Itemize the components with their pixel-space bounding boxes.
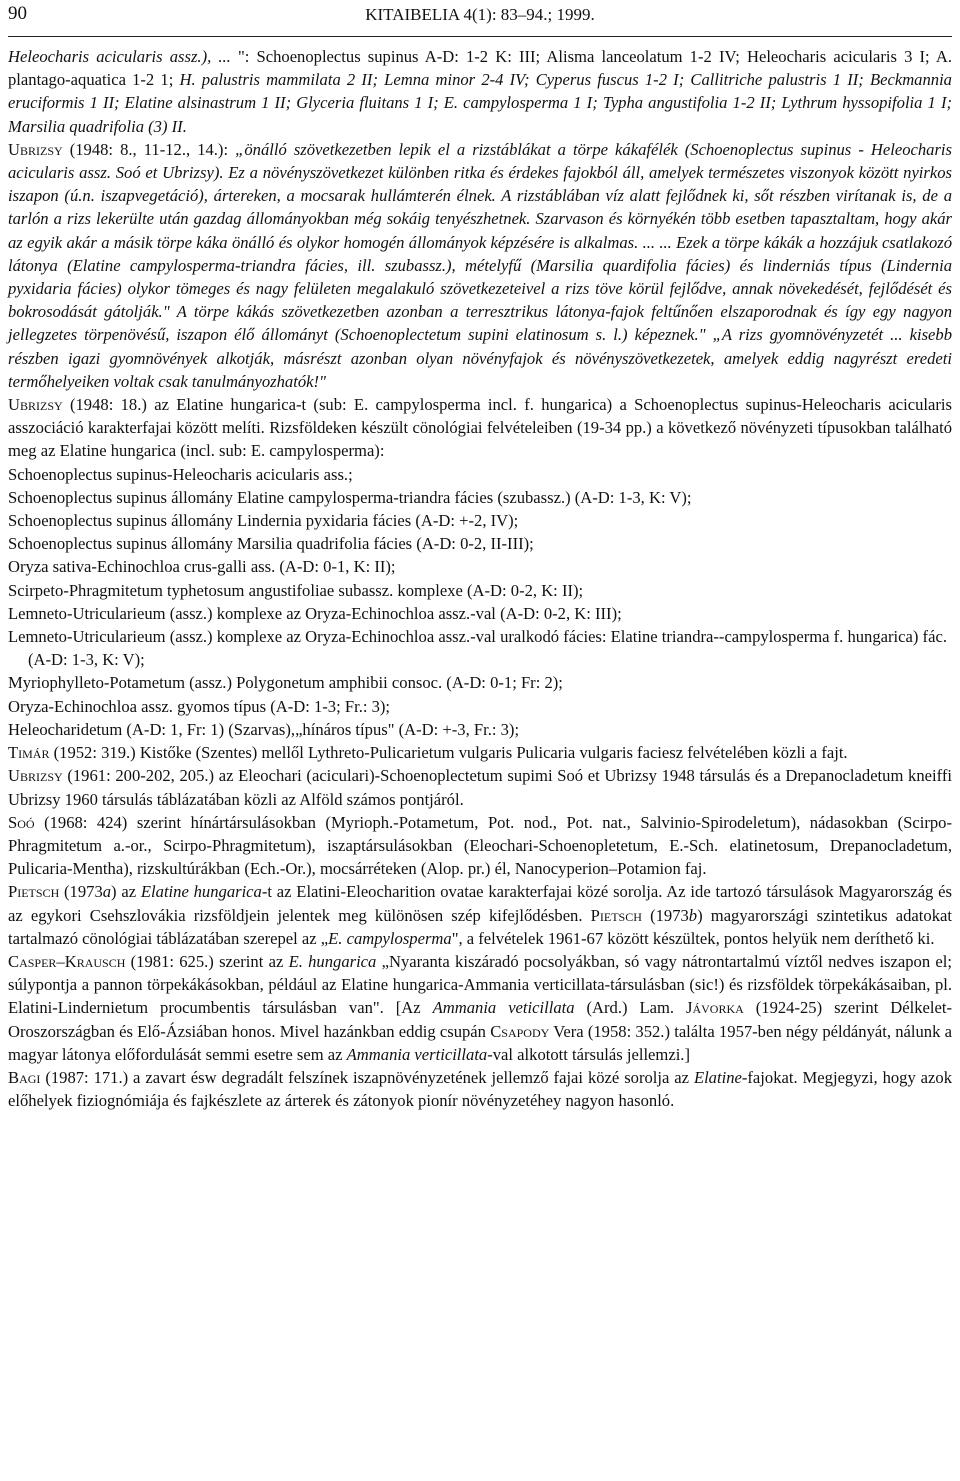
author-name: Soó (8, 812, 35, 832)
ubrizsy-1948-18-paragraph: Ubrizsy (1948: 18.) az Elatine hungarica-t (sub: E. campylosperma incl. f. hungarica) a Schoenoplectus supinus-Heleocharis acicularis asszociáció karakterfajai között melíti. Rizsföldeken készült cönológiai felvételeiben (19-34 pp.) a következő növényzeti típusokban található meg az Elatine hungarica (incl. sub: E. campylosperma): (8, 395, 952, 461)
author-name: Pietsch (590, 905, 642, 925)
list-item: Scirpeto-Phragmitetum typhetosum angustifoliae subassz. komplexe (A-D: 0-2, K: II); (8, 580, 584, 600)
list-item: Myriophylleto-Potametum (assz.) Polygonetum amphibii consoc. (A-D: 0-1; Fr: 2); (8, 673, 563, 693)
species-name: Elatine hungarica (140, 882, 262, 902)
list-item: Schoenoplectus supinus állomány Lindernia pyxidaria fácies (A-D: +-2, IV); (8, 511, 519, 531)
running-header (8, 0, 952, 37)
author-name: Ubrizsy (8, 766, 63, 786)
page-number: 90 (8, 3, 27, 24)
pietsch-1973-paragraph: Pietsch (1973a) az Elatine hungarica-t az Elatini-Eleocharition ovatae karakterfajai közé sorolja. Az ide tartozó társulások Magyarország és az egykori Csehszlovákia rizsföldjein jelentek meg különösen szép kifejlődésben. Pietsch (1973b) magyarországi szintetikus adatokat tartalmazó cönológiai táblázatában szerepel az „E. campylosperma", a felvételek 1961-67 között készültek, pontos helyük nem deríthető ki. (8, 882, 952, 948)
author-name: Ubrizsy (8, 395, 63, 415)
list-item: Schoenoplectus supinus-Heleocharis acicularis ass.; (8, 464, 353, 484)
ubrizsy-1948-quote-paragraph: Ubrizsy (1948: 8., 11-12., 14.): „önálló szövetkezetben lepik el a rizstáblákat a törpe kákafélék (Schoenoplectus supinus - Heleocharis acicularis assz. Soó et Ubrizsy). Ez a növényszövetkezet különben ritka és érdekes fajokból áll, amelyek természetes viszonyok között nyirkos iszapon (ú.n. iszapvegetáció), ártereken, a mocsarak hullámterén élnek. A rizstáblában víz alatt fejlődnek ki, sőt részben virítanak is, de a tarlón a rizs lekerülte után gazdag állományokban még sokáig tenyészhetnek. Szarvason és környékén több esetben tapasztaltam, hogy akár az egyik akár a másik törpe káka önálló és olykor homogén állományok képzésére is alkalmas. ... ... Ezek a törpe kákák a hozzájuk csatlakozó látonya (Elatine campylosperma-triandra fácies, ill. szubassz.), mételyfű (Marsilia quardifolia fácies) és linderniás típus (Lindernia pyxidaria fácies) olykor tömeges és nagy felületen megalakuló szövetkezeteivel a rizs töve körül fejlődve, annak növekedését, fejlődését és bokrosodását gátolják." A törpe kákás szövetkezetben azonban a terresztrikus látonya-fajok feltűnően elszaporodnak és így egy nagyon jellegzetes törpenövésű, iszapon élő állományt (Schoenoplectetum supini elatinosum s. l.) képeznek." „A rizs gyomnövényzetét ... kisebb részben igazi gyomnövények alkotják, másrészt azonban olyan növényfajok és növényszövetkezetek, amelyek eddig nagyrészt eredeti termőhelyeiken voltak csak tanulmányozhatók!" (8, 139, 952, 391)
author-name: Bagi (8, 1067, 41, 1087)
list-item: Schoenoplectus supinus állomány Marsilia quadrifolia fácies (A-D: 0-2, II-III); (8, 534, 534, 554)
species-name: Elatine (693, 1067, 742, 1087)
species-name: Ammania veticillata (432, 998, 575, 1018)
article-body (8, 37, 952, 1112)
species-name: Ammania verticillata (346, 1044, 488, 1064)
author-name: Ubrizsy (8, 139, 63, 159)
soo-1968-paragraph: Soó (1968: 424) szerint hínártársulásokban (Myrioph.-Potametum, Pot. nod., Pot. nat., Salvinio-Spirodeletum), nádasokban (Scirpo-Phragmitetum a.-or., Scirpo-Phragmitetum), iszaptársulásokban (Eleochari-Schoenopletetum, E.-Sch. elatinetosum, Drepanocladetum, Pulicaria-Mentha), rizskultúrákban (Ech.-Or.), mocsárréteken (Alop. pr.) él, Nanocyperion–Potamion faj. (8, 812, 952, 879)
quotation: „önálló szövetkezetben lepik el a rizstáblákat a törpe kákafélék (Schoenoplectus supinus - Heleocharis acicularis assz. Soó et Ubrizsy). Ez a növényszövetkezet különben ritka és érdekes fajokból áll, amelyek természetes viszonyok között nyirkos iszapon (ú.n. iszapvegetáció), ártereken, a mocsarak hullámterén élnek. A rizstáblában víz alatt fejlődnek ki, sőt részben virítanak is, de a tarlón a rizs lekerülte után gazdag állományokban még sokáig tenyészhetnek. Szarvason és környékén több esetben tapasztaltam, hogy akár az egyik akár a másik törpe káka önálló és olykor homogén állományok képzésére is alkalmas. ... ... Ezek a törpe kákák a hozzájuk csatlakozó látonya (Elatine campylosperma-triandra fácies, ill. szubassz.), mételyfű (Marsilia quardifolia fácies) és linderniás típus (Lindernia pyxidaria fácies) olykor tömeges és nagy felületen megalakuló szövetkezeteivel a rizs töve körül fejlődve, annak növekedését, fejlődését és bokrosodását gátolják. (8, 139, 952, 322)
ubrizsy-1961-paragraph: Ubrizsy (1961: 200-202, 205.) az Eleochari (aciculari)-Schoenoplectetum supimi Soó et Ubrizsy 1948 társulás és a Drepanocladetum kneiffi Ubrizsy 1960 társulás táblázatában közli az Alföld számos pontjáról. (8, 766, 952, 809)
author-name: Csapody (490, 1021, 550, 1041)
list-item: Heleocharidetum (A-D: 1, Fr: 1) (Szarvas),„hínáros típus" (A-D: +-3, Fr.: 3); (8, 719, 520, 739)
list-item: Schoenoplectus supinus állomány Elatine campylosperma-triandra fácies (szubassz.) (A-D: 1-3, K: V); (8, 487, 692, 507)
list-item: Lemneto-Utricularieum (assz.) komplexe az Oryza-Echinochloa assz.-val uralkodó fácies: Elatine triandra--campylosperma f. hungarica) fác. (A-D: 1-3, K: V); (8, 627, 947, 670)
author-name: Timár (8, 743, 50, 763)
author-name: Pietsch (8, 882, 60, 902)
species-name: E. hungarica (288, 951, 377, 971)
list-item: Oryza sativa-Echinochloa crus-galli ass. (A-D: 0-1, K: II); (8, 557, 396, 577)
species-list-paragraph: Heleocharis acicularis assz.), ... ": Schoenoplectus supinus A-D: 1-2 K: III; Alisma lanceolatum 1-2 IV; Heleocharis acicularis 3 I; A. plantago-aquatica 1-2 1; H. palustris mammilata 2 II; Lemna minor 2-4 IV; Cyperus fuscus 1-2 I; Callitriche palustris 1 II; Beckmannia eruciformis 1 II; Elatine alsinastrum 1 II; Glyceria fluitans 1 I; E. campylosperma 1 I; Typha angustifolia 1-2 II; Lythrum hyssopifolia 1 I; Marsilia quadrifolia (3) II. (8, 47, 952, 136)
timar-1952-paragraph: Timár (1952: 319.) Kistőke (Szentes) mellől Lythreto-Pulicarietum vulgaris Pulicaria vulgaris faciesz felvételében közli a fajt. (8, 743, 848, 763)
list-item: Oryza-Echinochloa assz. gyomos típus (A-D: 1-3; Fr.: 3); (8, 696, 391, 716)
author-name: Casper–Krausch (8, 951, 126, 971)
bagi-1987-paragraph: Bagi (1987: 171.) a zavart ésw degradált felszínek iszapnövényzetének jellemző fajai közé sorolja az Elatine-fajokat. Megjegyzi, hogy azok előhelyek fiziognómiája és fajkészlete az árterek és zátonyok pionír növényzetéhey nagyon hasonló. (8, 1067, 952, 1111)
list-item: Lemneto-Utricularieum (assz.) komplexe az Oryza-Echinochloa assz.-val (A-D: 0-2, K: III); (8, 603, 622, 623)
journal-citation: KITAIBELIA 4(1): 83–94.; 1999. (365, 5, 595, 24)
author-name: Jávorka (686, 998, 744, 1018)
species-name: E. campylosperma (328, 928, 452, 948)
community-list (8, 463, 952, 741)
page (8, 0, 952, 1481)
casper-krausch-1981-paragraph: Casper–Krausch (1981: 625.) szerint az E. hungarica „Nyaranta kiszáradó pocsolyákban, só vagy nátrontartalmú víztől nedves iszapon el; súlypontja a pannon törpekákásokban, például az Elatine hungarica-Ammania verticillata-társulásban (sic!) és rizsföldek törpekákásaiban, pl. Elatini-Lindernietum procumbentis társulásban van". [Az Ammania veticillata (Ard.) Lam. Jávorka (1924-25) szerint Délkelet-Oroszországban és Elő-Ázsiában honos. Mivel hazánkban eddig csupán Csapody Vera (1958: 352.) találta 1957-ben négy példányát, nálunk a magyar látonya előfordulását semmi esetre sem az Ammania verticillata-val alkotott társulás jellemzi.] (8, 951, 953, 1064)
